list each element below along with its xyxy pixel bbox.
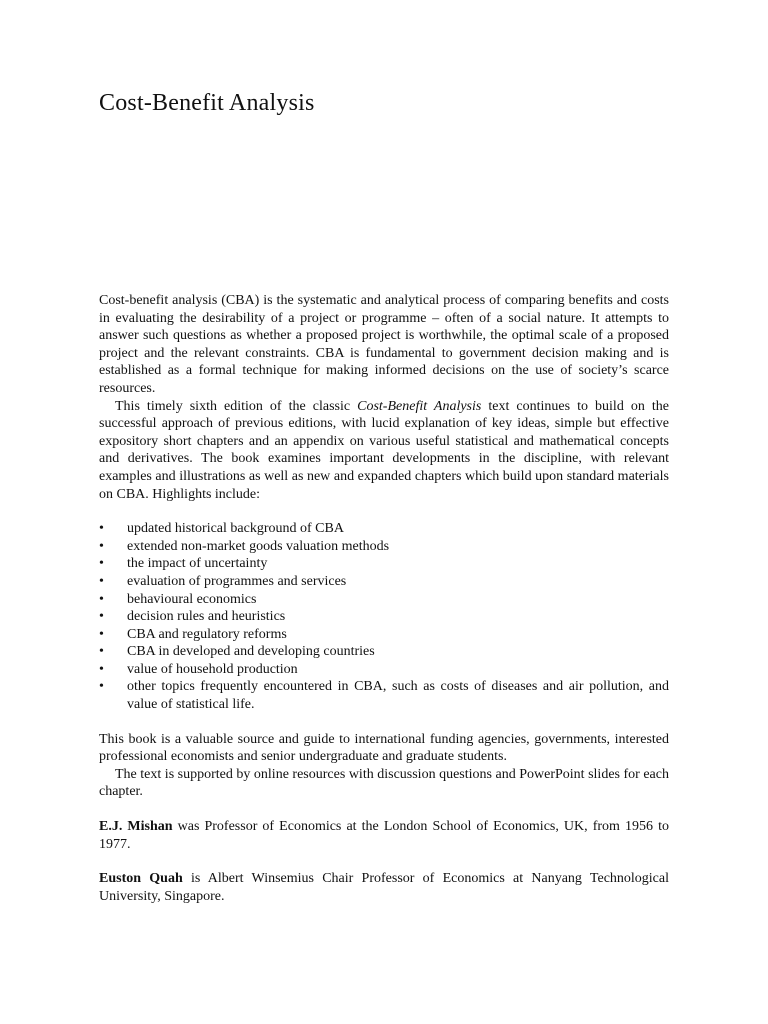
- description-body: [99, 292, 669, 905]
- bullet-icon: •: [99, 626, 104, 642]
- bullet-icon: •: [99, 521, 104, 537]
- intro-paragraph: Cost-benefit analysis (CBA) is the systematic and analytical process of comparing benefits and costs in evaluating the desirability of a project or programme – often of a social nature. It attempts to answer such questions as whether a proposed project is worthwhile, the optimal scale of a proposed project and the relevant constraints. CBA is fundamental to government decision making and is established as a formal technique for making informed decisions on the use of society’s scarce resources.: [99, 293, 669, 396]
- bullet-icon: •: [99, 609, 104, 625]
- list-item: [99, 661, 669, 679]
- bullet-icon: •: [99, 679, 104, 695]
- author-bio-text: was Professor of Economics at the London School of Economics, UK, from 1956 to 1977.: [99, 819, 669, 852]
- edition-text-start: This timely sixth edition of the classic: [115, 398, 358, 414]
- list-item-text: decision rules and heuristics: [127, 609, 286, 625]
- list-item: [99, 591, 669, 609]
- author-bio: [99, 818, 669, 853]
- author-name: Euston Quah: [99, 871, 183, 887]
- list-item-text: extended non-market goods valuation methods: [127, 538, 390, 554]
- list-item-text: CBA and regulatory reforms: [127, 626, 287, 642]
- bullet-icon: •: [99, 644, 104, 660]
- author-name: E.J. Mishan: [99, 819, 173, 835]
- list-item-text: value of household production: [127, 661, 298, 677]
- edition-paragraph: [99, 398, 669, 504]
- list-item: [99, 626, 669, 644]
- bullet-icon: •: [99, 556, 104, 572]
- bullet-icon: •: [99, 573, 104, 589]
- list-item-text: other topics frequently encountered in CBA, such as costs of diseases and air pollution, and value of statistical life.: [127, 679, 669, 713]
- list-item-text: the impact of uncertainty: [127, 556, 268, 572]
- book-title-inline: Cost-Benefit Analysis: [357, 398, 482, 414]
- list-item-text: evaluation of programmes and services: [127, 573, 347, 589]
- list-item: [99, 538, 669, 556]
- book-title: Cost-Benefit Analysis: [99, 90, 315, 116]
- list-item-text: updated historical background of CBA: [127, 521, 344, 537]
- list-item: [99, 678, 669, 713]
- author-bio: [99, 870, 669, 905]
- edition-text-end: text continues to build on the successful approach of previous editions, with lucid explanation of key ideas, simple but effective expository short chapters and an appendix on various useful statistical and mathematical concepts and derivatives. The book examines important developments in the discipline, with relevant examples and illustrations as well as new and expanded chapters which build upon standard materials on CBA. Highlights include:: [99, 398, 669, 502]
- highlights-list: [99, 520, 669, 714]
- bullet-icon: •: [99, 661, 104, 677]
- bullet-icon: •: [99, 591, 104, 607]
- list-item-text: behavioural economics: [127, 591, 257, 607]
- resources-paragraph: The text is supported by online resources with discussion questions and PowerPoint slides for each chapter.: [99, 766, 669, 800]
- list-item: [99, 643, 669, 661]
- list-item: [99, 555, 669, 573]
- list-item-text: CBA in developed and developing countries: [127, 644, 375, 660]
- list-item: [99, 608, 669, 626]
- audience-paragraph: This book is a valuable source and guide to international funding agencies, governments, interested professional economists and senior undergraduate and graduate students.: [99, 731, 669, 765]
- author-bio-text: is Albert Winsemius Chair Professor of Economics at Nanyang Technological University, Singapore.: [99, 871, 670, 904]
- bullet-icon: •: [99, 538, 104, 554]
- list-item: [99, 573, 669, 591]
- list-item: [99, 520, 669, 538]
